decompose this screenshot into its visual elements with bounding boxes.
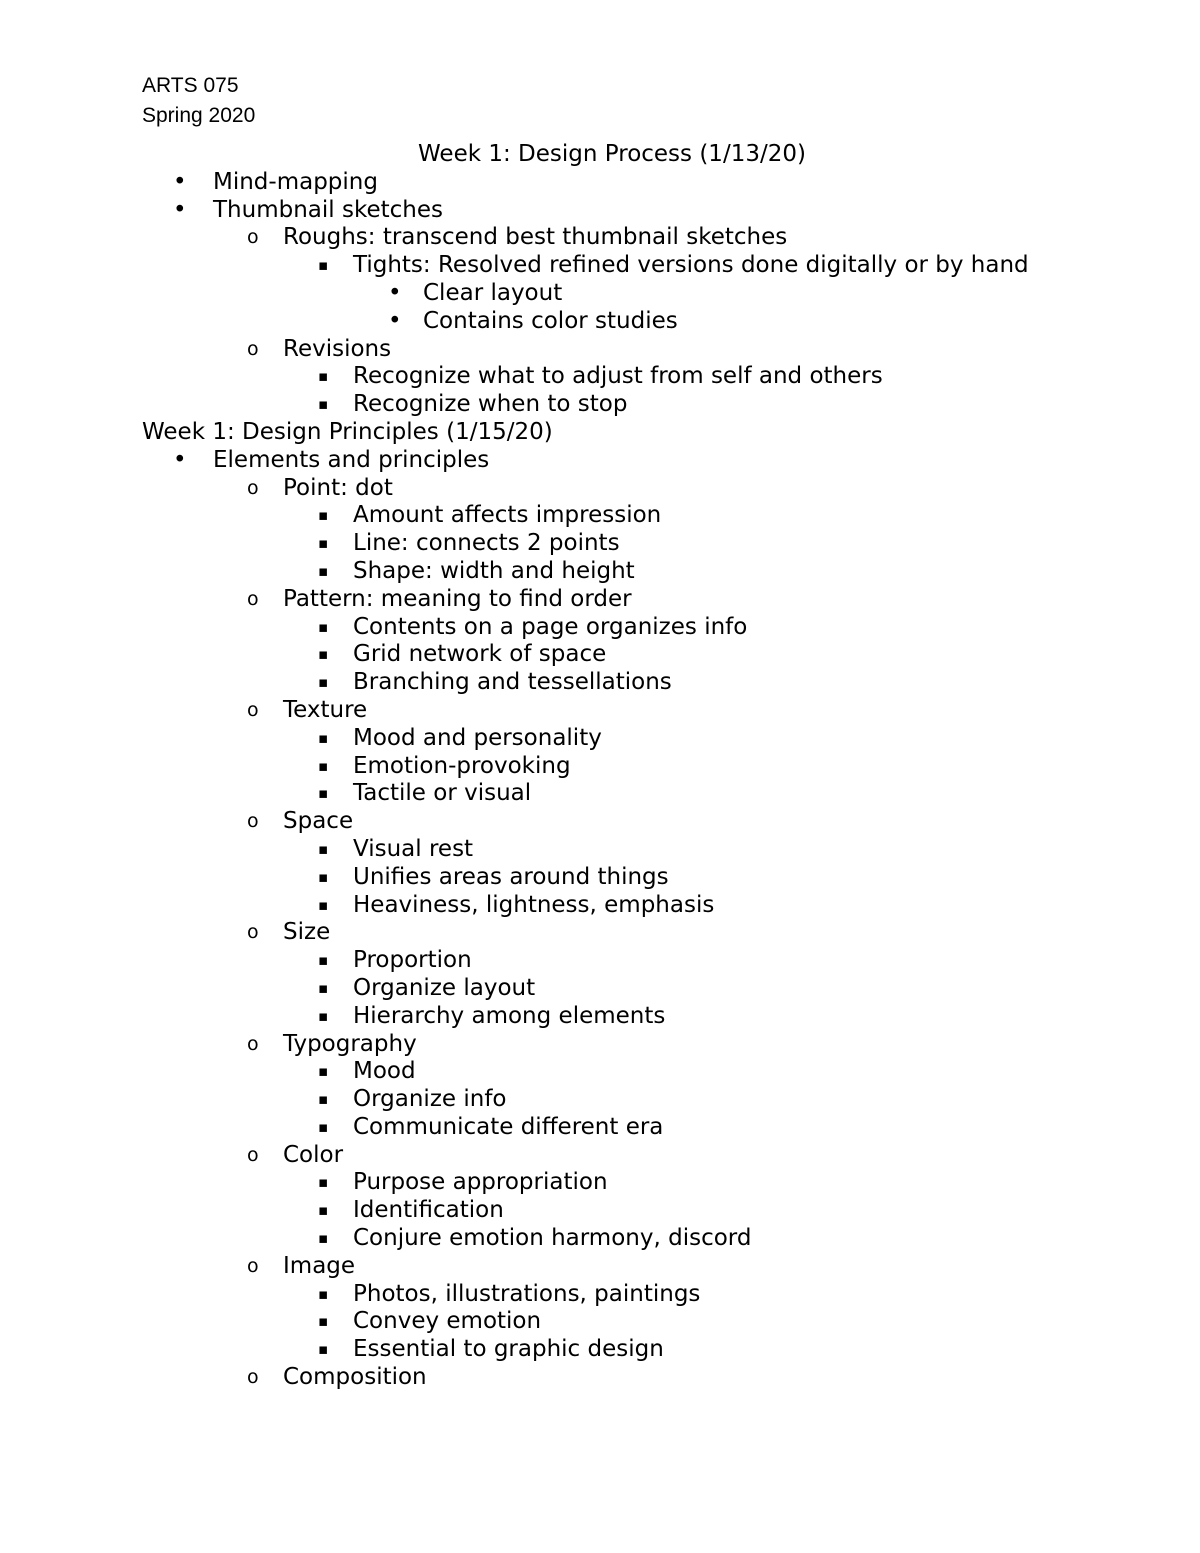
list-item-text: Communicate different era xyxy=(353,1113,664,1140)
list-item xyxy=(142,1225,1082,1253)
bullet-marker: • xyxy=(173,446,187,473)
bullet-marker: • xyxy=(388,307,402,334)
circle-marker: o xyxy=(247,1254,259,1277)
circle-marker: o xyxy=(247,1366,259,1389)
square-marker: ▪ xyxy=(318,1284,329,1303)
list-item-text: Proportion xyxy=(353,947,472,974)
section-heading xyxy=(142,419,1082,447)
notes-body xyxy=(142,141,1082,1392)
list-item-text: Organize layout xyxy=(353,974,536,1001)
list-item xyxy=(142,1253,1082,1281)
circle-marker: o xyxy=(247,587,259,610)
list-item xyxy=(142,836,1082,864)
square-marker: ▪ xyxy=(318,395,329,414)
list-item xyxy=(142,475,1082,503)
list-item-text: Roughs: transcend best thumbnail sketches xyxy=(283,224,788,251)
list-item-text: Typography xyxy=(283,1030,417,1057)
list-item xyxy=(142,280,1082,308)
list-item-text: Line: connects 2 points xyxy=(353,530,620,557)
square-marker: ▪ xyxy=(318,534,329,553)
square-marker: ▪ xyxy=(318,951,329,970)
list-item-text: Revisions xyxy=(283,335,392,362)
square-marker: ▪ xyxy=(318,506,329,525)
list-item-text: Amount affects impression xyxy=(353,502,662,529)
list-item-text: Mind-mapping xyxy=(213,168,378,195)
list-item-text: Space xyxy=(283,808,354,835)
list-item-text: Point: dot xyxy=(283,474,393,501)
square-marker: ▪ xyxy=(318,561,329,580)
list-item-text: Essential to graphic design xyxy=(353,1336,664,1363)
circle-marker: o xyxy=(247,226,259,249)
square-marker: ▪ xyxy=(318,617,329,636)
list-item xyxy=(142,614,1082,642)
list-item-text: Mood xyxy=(353,1058,416,1085)
list-item xyxy=(142,975,1082,1003)
list-item xyxy=(142,1281,1082,1309)
list-item xyxy=(142,1003,1082,1031)
list-item xyxy=(142,947,1082,975)
bullet-marker: • xyxy=(173,168,187,195)
circle-marker: o xyxy=(247,810,259,833)
circle-marker: o xyxy=(247,921,259,944)
circle-marker: o xyxy=(247,1032,259,1055)
list-item-text: Identification xyxy=(353,1197,504,1224)
course-term: Spring 2020 xyxy=(142,104,256,127)
list-item-text: Color xyxy=(283,1141,344,1168)
square-marker: ▪ xyxy=(318,978,329,997)
list-item-text: Branching and tessellations xyxy=(353,669,672,696)
square-marker: ▪ xyxy=(318,256,329,275)
list-item-text: Tactile or visual xyxy=(353,780,532,807)
square-marker: ▪ xyxy=(318,1173,329,1192)
square-marker: ▪ xyxy=(318,728,329,747)
list-item xyxy=(142,252,1082,280)
square-marker: ▪ xyxy=(318,1117,329,1136)
list-item-text: Visual rest xyxy=(353,835,474,862)
square-marker: ▪ xyxy=(318,1201,329,1220)
list-item-text: Purpose appropriation xyxy=(353,1169,608,1196)
list-item-text: Contains color studies xyxy=(423,307,678,334)
square-marker: ▪ xyxy=(318,1090,329,1109)
circle-marker: o xyxy=(247,1143,259,1166)
list-item xyxy=(142,697,1082,725)
list-item-text: Hierarchy among elements xyxy=(353,1002,666,1029)
square-marker: ▪ xyxy=(318,784,329,803)
circle-marker: o xyxy=(247,698,259,721)
list-item xyxy=(142,1086,1082,1114)
list-item xyxy=(142,1336,1082,1364)
bullet-marker: • xyxy=(388,279,402,306)
list-item-text: Recognize when to stop xyxy=(353,391,628,418)
circle-marker: o xyxy=(247,476,259,499)
list-item xyxy=(142,780,1082,808)
circle-marker: o xyxy=(247,337,259,360)
list-item xyxy=(142,1364,1082,1392)
list-item-text: Size xyxy=(283,919,331,946)
square-marker: ▪ xyxy=(318,367,329,386)
list-item xyxy=(142,1031,1082,1059)
square-marker: ▪ xyxy=(318,1062,329,1081)
list-item-text: Unifies areas around things xyxy=(353,863,669,890)
square-marker: ▪ xyxy=(318,867,329,886)
list-item-text: Elements and principles xyxy=(213,446,490,473)
list-item-text: Texture xyxy=(283,696,368,723)
list-item xyxy=(142,1058,1082,1086)
list-item-text: Recognize what to adjust from self and others xyxy=(353,363,883,390)
list-item xyxy=(142,169,1082,197)
square-marker: ▪ xyxy=(318,895,329,914)
list-item xyxy=(142,224,1082,252)
section-heading-text: Week 1: Design Principles (1/15/20) xyxy=(142,418,553,445)
list-item xyxy=(142,892,1082,920)
list-item-text: Organize info xyxy=(353,1086,507,1113)
list-item-text: Composition xyxy=(283,1364,427,1391)
list-item-text: Shape: width and height xyxy=(353,557,635,584)
list-item-text: Contents on a page organizes info xyxy=(353,613,748,640)
square-marker: ▪ xyxy=(318,673,329,692)
square-marker: ▪ xyxy=(318,1229,329,1248)
list-item-text: Clear layout xyxy=(423,279,563,306)
list-item xyxy=(142,308,1082,336)
list-item xyxy=(142,197,1082,225)
list-item xyxy=(142,586,1082,614)
list-item xyxy=(142,558,1082,586)
list-item-text: Conjure emotion harmony, discord xyxy=(353,1225,752,1252)
list-item xyxy=(142,753,1082,781)
list-item xyxy=(142,447,1082,475)
list-item xyxy=(142,1142,1082,1170)
list-item-text: Image xyxy=(283,1252,356,1279)
square-marker: ▪ xyxy=(318,1006,329,1025)
list-item-text: Emotion-provoking xyxy=(353,752,571,779)
list-item xyxy=(142,1169,1082,1197)
list-item xyxy=(142,1197,1082,1225)
list-item xyxy=(142,641,1082,669)
square-marker: ▪ xyxy=(318,1312,329,1331)
list-item-text: Thumbnail sketches xyxy=(213,196,443,223)
list-item xyxy=(142,391,1082,419)
list-item xyxy=(142,1308,1082,1336)
list-item xyxy=(142,864,1082,892)
list-item xyxy=(142,530,1082,558)
list-item xyxy=(142,363,1082,391)
list-item-text: Tights: Resolved refined versions done digitally or by hand xyxy=(353,252,1029,279)
list-item xyxy=(142,502,1082,530)
list-item xyxy=(142,1114,1082,1142)
list-item-text: Photos, illustrations, paintings xyxy=(353,1280,701,1307)
list-item-text: Pattern: meaning to find order xyxy=(283,585,632,612)
section-heading: Week 1: Design Process (1/13/20) xyxy=(418,141,806,167)
bullet-marker: • xyxy=(173,196,187,223)
list-item-text: Heaviness, lightness, emphasis xyxy=(353,891,715,918)
list-item-text: Mood and personality xyxy=(353,724,602,751)
square-marker: ▪ xyxy=(318,1340,329,1359)
course-code: ARTS 075 xyxy=(142,74,239,97)
square-marker: ▪ xyxy=(318,839,329,858)
list-item xyxy=(142,808,1082,836)
list-item-text: Convey emotion xyxy=(353,1308,542,1335)
list-item xyxy=(142,919,1082,947)
list-item xyxy=(142,669,1082,697)
list-item xyxy=(142,725,1082,753)
list-item xyxy=(142,336,1082,364)
square-marker: ▪ xyxy=(318,756,329,775)
square-marker: ▪ xyxy=(318,645,329,664)
list-item-text: Grid network of space xyxy=(353,641,607,668)
